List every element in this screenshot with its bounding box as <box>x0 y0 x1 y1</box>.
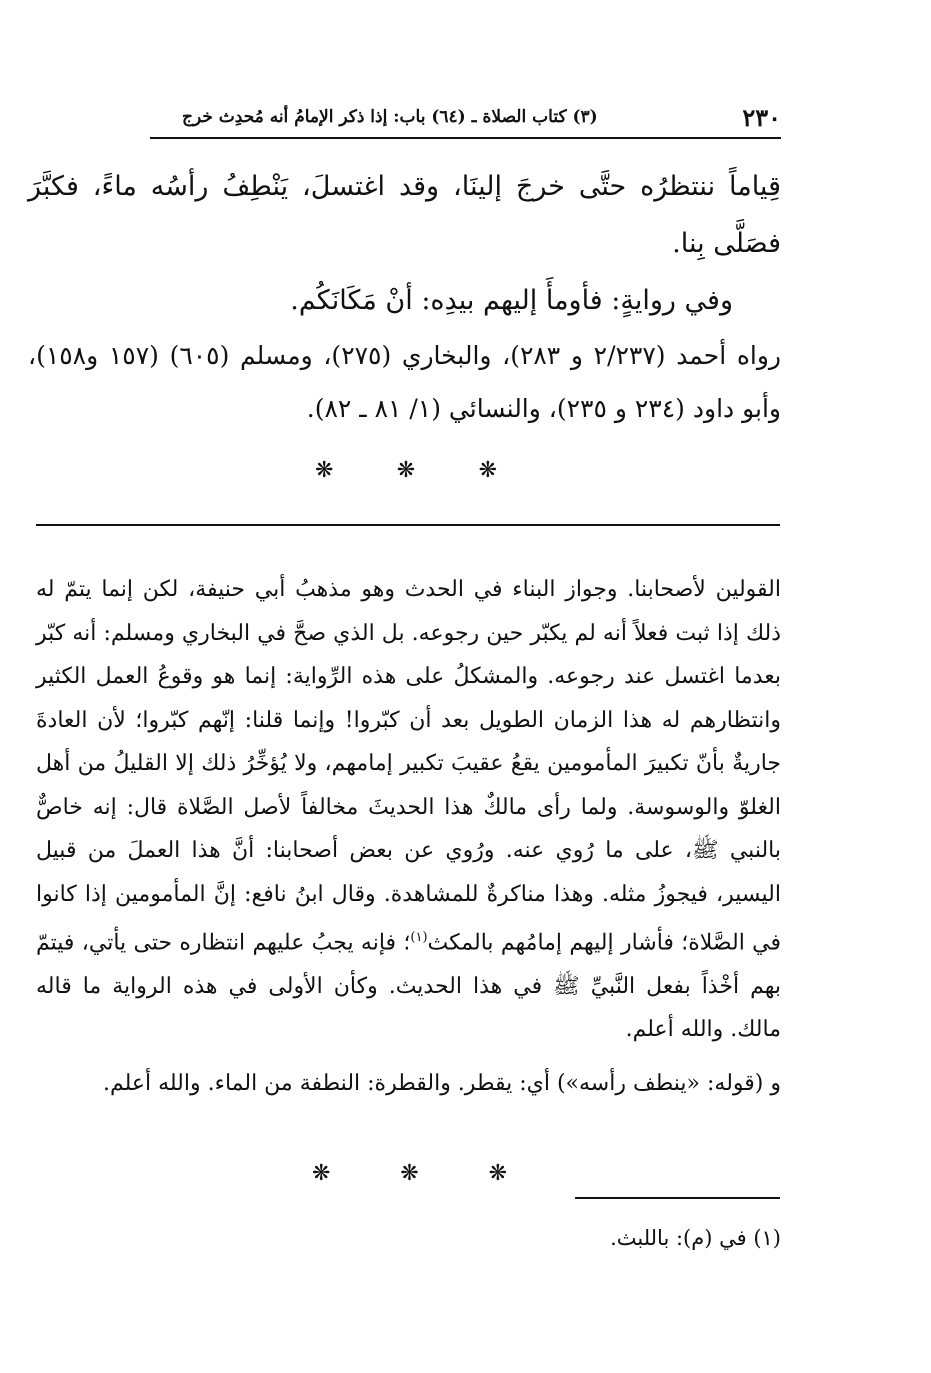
separator-star: ❋ <box>488 1160 507 1186</box>
separator-star: ❋ <box>478 457 497 483</box>
hadith-paragraph: قِياماً ننتظرُه حتَّى خرجَ إلينَا، وقد اغتسلَ، يَنْطِفُ رأسُه ماءً، فكبَّرَ فصَلَّى بِنا. <box>28 171 781 259</box>
separator-star: ❋ <box>396 457 416 483</box>
separator-star: ❋ <box>315 457 334 483</box>
running-title: (٣) كتاب الصلاة ـ (٦٤) باب: إذا ذكر الإمامُ أنه مُحدِث خرج <box>182 107 598 127</box>
commentary-text <box>36 568 781 1105</box>
section-separator <box>312 1158 507 1188</box>
page-number: ٢٣٠ <box>742 102 781 132</box>
header-divider <box>150 137 781 139</box>
page-header <box>182 100 781 134</box>
hadith-text <box>28 158 781 435</box>
footnote-divider <box>575 1197 780 1199</box>
commentary-paragraph <box>36 568 781 1052</box>
section-separator <box>315 455 497 485</box>
variant-narration: وفي روايةٍ: فأومأَ إليهم بيدِه: أنْ مَكَانَكُم. <box>290 285 733 316</box>
footnote: (١) في (م): باللبث. <box>610 1226 781 1250</box>
commentary-text-part: القولين لأصحابنا. وجواز البناء في الحدث وهو مذهبُ أبي حنيفة، لكن إنما يتمّ له ذلك إذا ثبت فعلاً أنه لم يكبّر حين رجوعه. بل الذي صحَّ في البخاري ومسلم: أنه كبّر بعدما اغتسل عند رجوعه. والمشكلُ على هذه الرِّواية: إنما هو وقوعُ العمل الكثير وانتظارهم له هذا الزمان الطويل بعد أن كبّروا! وإنما قلنا: إنّهم كبّروا؛ لأن العادةَ جاريةٌ بأنّ تكبيرَ المأمومين يقعُ عقيبَ تكبير إمامهم، ولا يُؤخِّرُ ذلك إلا القليلُ من أهل الغلوّ والوسوسة. ولما رأى مالكٌ هذا الحديثَ مخالفاً لأصل الصَّلاة قال: إنه خاصٌّ بالنبي ﷺ، على ما رُوي عنه. ورُوي عن بعض أصحابنا: أنَّ هذا العملَ من قبيل اليسير، فيجوزُ مثله. وهذا مناكرةٌ للمشاهدة. وقال ابنُ نافع: إنَّ المأمومين إذا كانوا في الصَّلاة؛ فأشار إليهم إمامُهم بالمكث <box>36 577 781 956</box>
hadith-sources: رواه أحمد (٢/٢٣٧ و ٢٨٣)، والبخاري (٢٧٥)، ومسلم (٦٠٥) (١٥٧ و١٥٨)، وأبو داود (٢٣٤ و ٢٣٥)، والنسائي (١/ ٨١ ـ ٨٢). <box>28 341 782 423</box>
commentary-divider <box>36 524 780 526</box>
separator-star: ❋ <box>312 1160 331 1186</box>
separator-star: ❋ <box>400 1160 419 1186</box>
commentary-paragraph: و (قوله: «ينطف رأسه») أي: يقطر. والقطرة: النطفة من الماء. والله أعلم. <box>102 1070 781 1096</box>
commentary-text-part: ؛ فإنه يجبُ عليهم انتظاره حتى يأتي، فيتمّ بهم أخْذاً بفعل النَّبيِّ ﷺ في هذا الحديث. وكأن الأولى في هذه الرواية ما قاله مالك. والله أعلم. <box>36 930 781 1043</box>
footnote-marker: (١) <box>410 930 428 945</box>
